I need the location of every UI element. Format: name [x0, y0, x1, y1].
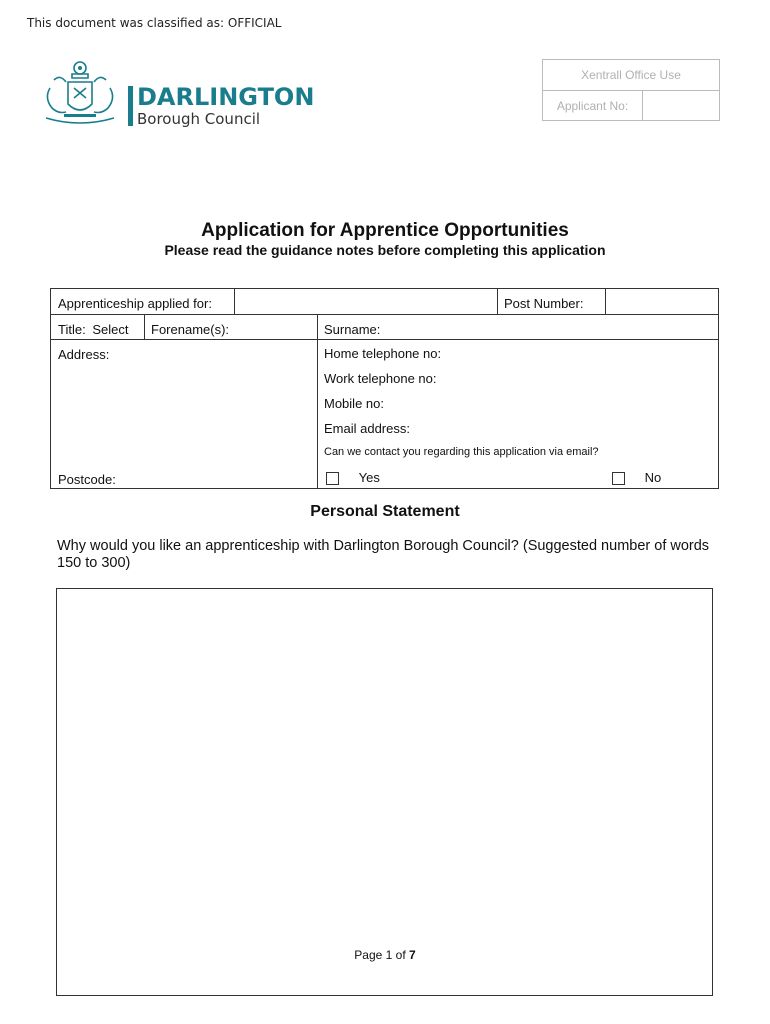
- address-label: Address:: [58, 347, 110, 362]
- logo-name: DARLINGTON: [137, 83, 315, 111]
- surname-input[interactable]: [391, 315, 717, 338]
- office-use-box: [542, 59, 720, 121]
- office-use-heading: Xentrall Office Use: [543, 60, 719, 91]
- apprenticeship-input[interactable]: [235, 290, 497, 313]
- logo-subtitle: Borough Council: [137, 110, 261, 128]
- page-subtitle: Please read the guidance notes before completing this application: [164, 242, 606, 258]
- applicant-details-form: [50, 288, 719, 489]
- title-label: Title:: [58, 322, 86, 337]
- personal-statement-question: Why would you like an apprenticeship with Darlington Borough Council? (Suggested number of words 150 to 300): [57, 538, 710, 571]
- no-option[interactable]: [612, 470, 661, 485]
- applicant-no-field[interactable]: [643, 91, 719, 120]
- title-field[interactable]: [58, 322, 128, 337]
- yes-label: Yes: [358, 470, 380, 485]
- classification-notice: This document was classified as: OFFICIAL: [27, 16, 282, 30]
- post-number-label: Post Number:: [504, 296, 584, 311]
- col-divider: [144, 314, 145, 339]
- surname-label: Surname:: [324, 322, 381, 337]
- council-logo: [42, 58, 322, 130]
- mobile-label: Mobile no:: [324, 396, 384, 411]
- page-title: Application for Apprentice Opportunities: [201, 220, 569, 241]
- no-label: No: [644, 470, 662, 485]
- logo-bar: [128, 86, 133, 126]
- email-contact-question: Can we contact you regarding this application via email?: [324, 446, 599, 458]
- forename-label: Forename(s):: [151, 322, 230, 337]
- col-divider: [497, 289, 498, 314]
- row-divider: [51, 339, 718, 340]
- page-total: 7: [409, 948, 416, 962]
- col-divider: [317, 314, 318, 488]
- page-prefix: Page 1 of: [354, 948, 406, 962]
- applicant-no-label: Applicant No:: [543, 91, 643, 120]
- page-indicator: [0, 948, 770, 962]
- work-tel-label: Work telephone no:: [324, 371, 437, 386]
- postcode-label: Postcode:: [58, 472, 116, 487]
- address-input[interactable]: [58, 365, 314, 465]
- coat-of-arms-icon: [42, 58, 118, 128]
- email-label: Email address:: [324, 421, 410, 436]
- title-select[interactable]: Select: [92, 322, 129, 337]
- apprenticeship-label: Apprenticeship applied for:: [58, 296, 212, 311]
- yes-checkbox[interactable]: [326, 472, 339, 485]
- personal-statement-textarea[interactable]: [56, 588, 713, 996]
- post-number-input[interactable]: [606, 290, 717, 313]
- personal-statement-heading: Personal Statement: [310, 503, 460, 520]
- no-checkbox[interactable]: [612, 472, 625, 485]
- forename-input[interactable]: [237, 315, 317, 338]
- home-tel-label: Home telephone no:: [324, 346, 442, 361]
- yes-option[interactable]: [326, 470, 380, 485]
